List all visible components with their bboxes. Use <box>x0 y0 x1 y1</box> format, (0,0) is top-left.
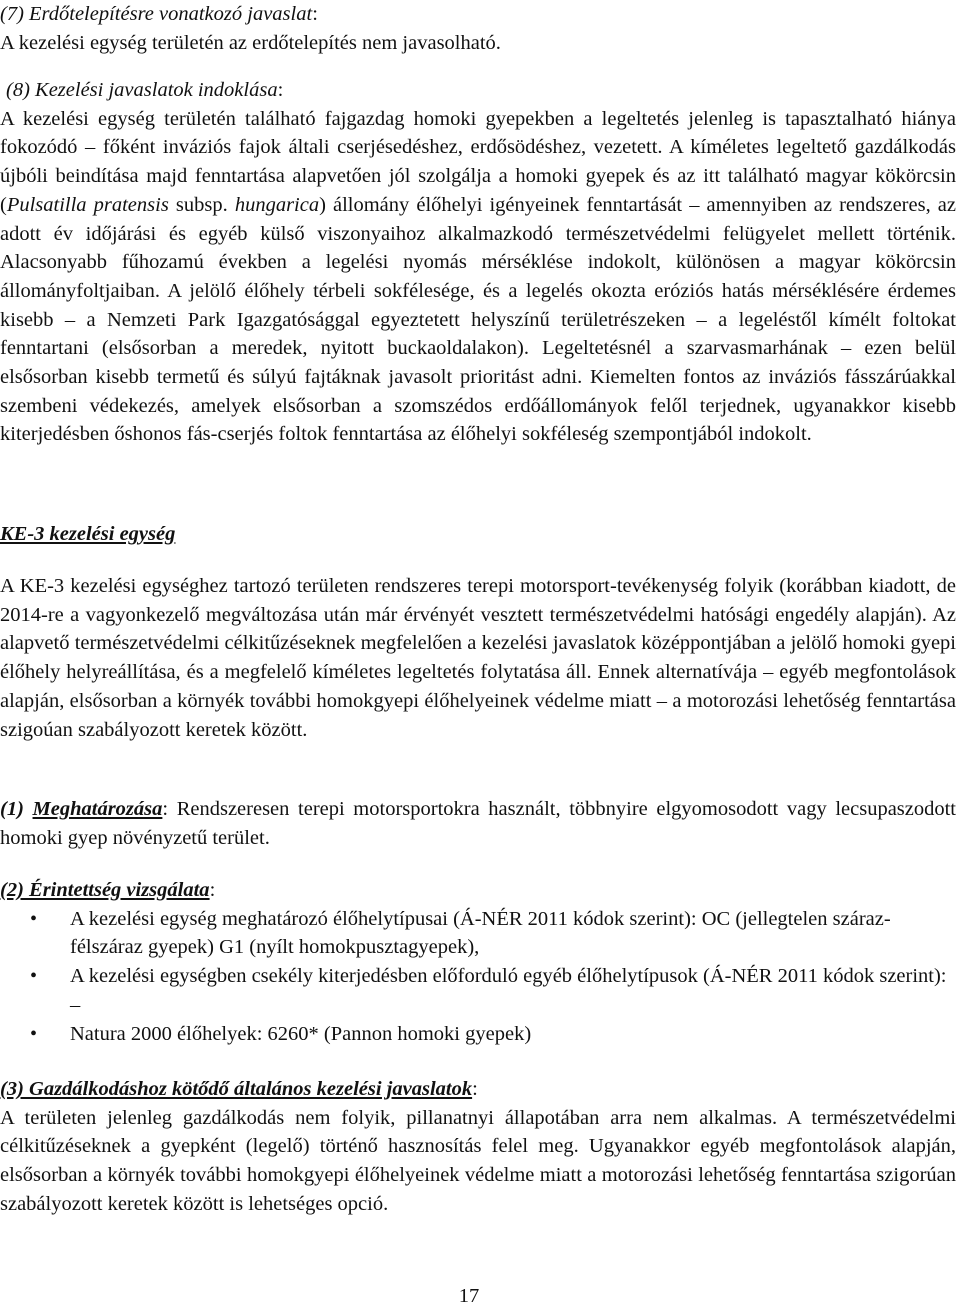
ke3-title: KE-3 kezelési egység <box>0 523 176 545</box>
subsection-1-number: (1) <box>0 798 33 820</box>
bullet-icon: • <box>30 1022 38 1045</box>
subsection-3 <box>0 1075 956 1219</box>
section-8-colon: : <box>277 79 284 101</box>
subspecies-name: hungarica <box>234 193 320 216</box>
section-7-colon: : <box>312 3 318 25</box>
bullet-icon: • <box>30 907 38 930</box>
section-8-text-1: A kezelési egység területén található fajgazdag homoki gyepekben a legeltetés jelenleg is tapasztalható hiánya fokozódó – főként inváziós fajok általi cserjésedéshez, erdősödéshez, vezetett. A kíméletes legeltető gazdálkodás újbóli beindítása majd fenntartása alapvetően jól szolgálja a homoki gyepek és az itt található magyar kökörcsin ( <box>0 107 956 216</box>
list-item <box>0 1020 956 1049</box>
subsection-1-title: Meghatározása <box>32 798 163 820</box>
bullet-icon: • <box>30 965 38 988</box>
ke3-heading-block <box>0 520 956 549</box>
subsection-3-title: (3) Gazdálkodáshoz kötődő általános kezelési javaslatok <box>0 1078 473 1100</box>
subsection-3-colon: : <box>472 1078 478 1100</box>
subsection-1-text: Rendszeresen terepi motorsportokra használt, többnyire elgyomosodott vagy lecsupaszodott homoki gyep növényzetű terület. <box>0 798 957 849</box>
habitat-bullet-list <box>0 905 956 1049</box>
section-7-heading <box>0 0 956 29</box>
section-8-text-2: subsp. <box>168 193 235 216</box>
list-item-text: Natura 2000 élőhelyek: 6260* (Pannon homoki gyepek) <box>70 1022 532 1045</box>
species-name: Pulsatilla pratensis <box>6 193 169 216</box>
subsection-2-colon: : <box>209 879 216 901</box>
list-item-text: A kezelési egység meghatározó élőhelytípusai (Á-NÉR 2011 kódok szerint): OC (jellegtelen száraz- félszáraz gyepek) G1 (nyílt homokpusztagyepek), <box>70 907 891 959</box>
list-item-text: A kezelési egységben csekély kiterjedésben előforduló egyéb élőhelytípusok (Á-NÉR 2011 kódok szerint): – <box>70 965 947 1016</box>
subsection-1-colon: : <box>162 798 169 820</box>
subsection-2 <box>0 876 956 1048</box>
page-number: 17 <box>458 1285 480 1307</box>
subsection-1-paragraph <box>0 795 956 852</box>
section-8-heading <box>0 76 956 105</box>
list-item <box>0 962 956 1019</box>
section-8-title: (8) Kezelési javaslatok indoklása <box>6 79 278 101</box>
section-7 <box>0 0 956 57</box>
section-7-title: (7) Erdőtelepítésre vonatkozó javaslat <box>0 3 313 25</box>
section-8 <box>0 76 956 449</box>
list-item <box>0 905 956 962</box>
subsection-2-heading <box>0 876 956 905</box>
subsection-3-text: A területen jelenleg gazdálkodás nem folyik, pillanatnyi állapotában arra nem alkalmas. A természetvédelmi célkitűzéseknek a gyepként (legelő) történő hasznosítás felel meg. Ugyanakkor egyéb megfontolások alapján, elsősorban a környék további homokgyepi élőhelyeinek védelme miatt a motorozási lehetőség fenntartása szigorúan szabályozott keretek között is lehetséges opció. <box>0 1106 956 1215</box>
ke3-intro-block <box>0 572 956 744</box>
subsection-2-title: (2) Érintettség vizsgálata <box>0 879 210 901</box>
subsection-1 <box>0 795 956 852</box>
subsection-3-heading <box>0 1075 956 1104</box>
section-7-text: A kezelési egység területén az erdőtelepítés nem javasolható. <box>0 31 501 54</box>
ke3-intro: A KE-3 kezelési egységhez tartozó területen rendszeres terepi motorsport-tevékenység folyik (korábban kiadott, de 2014-re a vagyonkezelő megváltozása után már érvényét vesztett természetvédelmi hatósági engedély alapján). Az alapvető természetvédelmi célkitűzéseknek megfelelően a kezelési javaslatok középpontjában a jelölő homoki gyepi élőhely helyreállítása, és a megfelelő kíméletes legeltetés folytatása áll. Ennek alternatívája – egyéb megfontolások alapján, elsősorban a környék további homokgyepi élőhelyeinek védelme miatt – a motorozási lehetőség fenntartása szigoúan szabályozott keretek között. <box>0 575 956 741</box>
section-8-text-3: ) állomány élőhelyi igényeinek fenntartását – amennyiben az rendszeres, az adott év időjárási és egyéb külső viszonyaihoz alkalmazkodó természetvédelmi felügyelet mellett történik. Alacsonyabb fűhozamú években a legelési nyomás mérséklése indokolt, különösen a magyar kökörcsin állományfoltjaiban. A jelölő élőhely térbeli sokfélesége, és a legelés okozta eróziós hatás mérséklésére érdemes kisebb – a Nemzeti Park Igazgatósággal egyeztetett helyszínű területrészeken – a legeléstől kímélt foltokat fenntartani (elsősorban a meredek, nyitott buckaoldalakon). Legeltetésnél a szarvasmarhának – ezen belül elsősorban kisebb termetű és súlyú fajtáknak javasolt prioritást adni. Kiemelten fontos az inváziós fásszárúakkal szembeni védekezés, amelyek elsősorban a szomszédos erdőállományok felől terjednek, ugyanakkor kisebb kiterjedésben őshonos fás-cserjés foltok fenntartása az élőhelyi sokféleség szempontjából indokolt. <box>0 193 956 446</box>
section-8-paragraph <box>0 105 956 449</box>
